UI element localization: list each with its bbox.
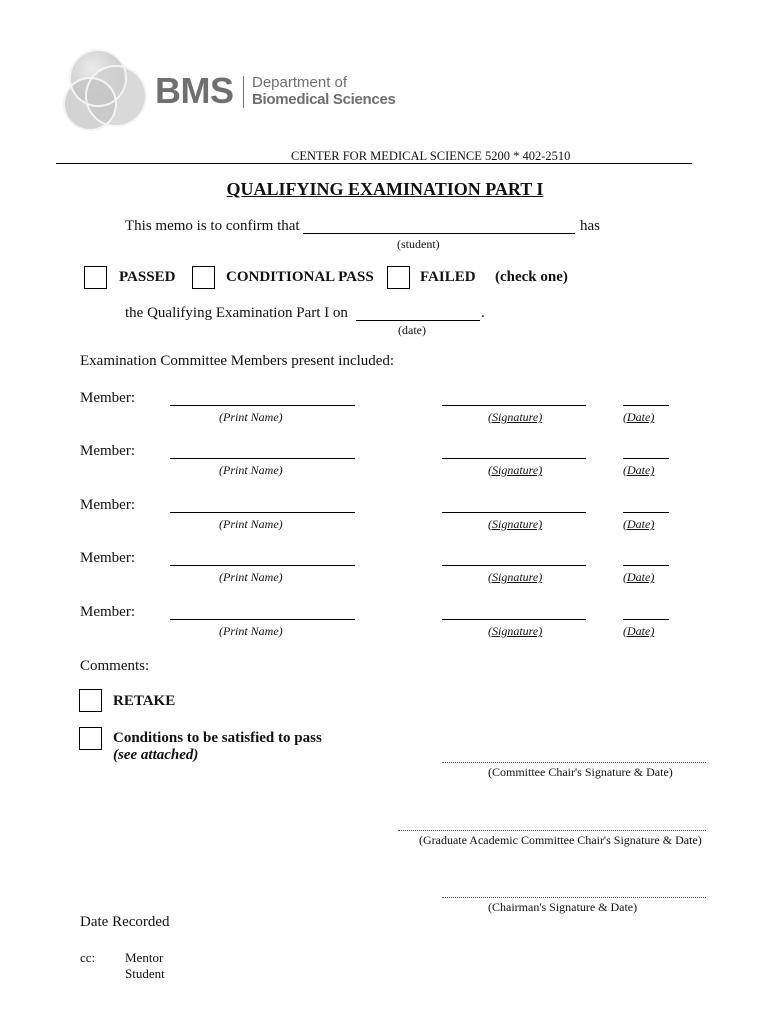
chairman-signature-line[interactable]: [442, 897, 706, 898]
student-caption: (student): [397, 237, 440, 251]
signature-line[interactable]: [442, 565, 586, 566]
memo-prefix: This memo is to confirm that: [125, 218, 300, 234]
logo-divider: [243, 76, 244, 108]
signature-caption: (Signature): [488, 570, 543, 584]
date-caption: (Date): [623, 517, 655, 531]
print-name-caption: (Print Name): [219, 410, 283, 424]
retake-label: RETAKE: [113, 693, 176, 709]
signature-caption: (Signature): [488, 624, 543, 638]
print-name-line[interactable]: [170, 458, 355, 459]
committee-heading: Examination Committee Members present included:: [80, 353, 395, 369]
conditional-pass-checkbox[interactable]: [192, 266, 215, 289]
failed-checkbox[interactable]: [387, 266, 410, 289]
date-line[interactable]: [623, 458, 669, 459]
header-rule: [56, 163, 692, 164]
conditions-checkbox[interactable]: [79, 727, 102, 750]
cc-recipient-student: Student: [125, 966, 165, 981]
passed-checkbox[interactable]: [84, 266, 107, 289]
signature-caption: (Signature): [488, 517, 543, 531]
date-line[interactable]: [623, 512, 669, 513]
print-name-line[interactable]: [170, 619, 355, 620]
member-label: Member:: [80, 497, 135, 513]
date-caption: (Date): [623, 624, 655, 638]
check-one-instruction: (check one): [495, 269, 568, 285]
see-attached-note: (see attached): [113, 747, 199, 763]
failed-label: FAILED: [420, 269, 476, 285]
date-caption: (Date): [623, 463, 655, 477]
signature-caption: (Signature): [488, 410, 543, 424]
retake-checkbox[interactable]: [79, 689, 102, 712]
print-name-caption: (Print Name): [219, 624, 283, 638]
date-caption: (Date): [623, 570, 655, 584]
logo-dept-line1: Department of: [252, 74, 348, 91]
signature-line[interactable]: [442, 458, 586, 459]
comments-label: Comments:: [80, 658, 150, 674]
signature-line[interactable]: [442, 512, 586, 513]
student-name-line[interactable]: [303, 233, 575, 234]
print-name-line[interactable]: [170, 512, 355, 513]
conditional-pass-label: CONDITIONAL PASS: [226, 269, 374, 285]
print-name-line[interactable]: [170, 405, 355, 406]
print-name-caption: (Print Name): [219, 570, 283, 584]
signature-caption: (Signature): [488, 463, 543, 477]
cc-label: cc:: [80, 950, 96, 965]
graduate-chair-caption: (Graduate Academic Committee Chair's Signature & Date): [419, 833, 702, 847]
logo-department: [252, 74, 396, 108]
exam-date-suffix: .: [481, 305, 485, 321]
member-label: Member:: [80, 550, 135, 566]
conditions-label: Conditions to be satisfied to pass: [113, 730, 322, 746]
bms-logo-mark-icon: [58, 48, 150, 134]
member-label: Member:: [80, 443, 135, 459]
cc-recipient-mentor: Mentor: [125, 950, 164, 965]
logo-abbreviation: BMS: [155, 70, 234, 111]
date-recorded-label: Date Recorded: [80, 914, 170, 930]
form-title: QUALIFYING EXAMINATION PART I: [226, 179, 544, 199]
graduate-chair-signature-line[interactable]: [398, 830, 706, 831]
committee-chair-caption: (Committee Chair's Signature & Date): [488, 765, 673, 779]
date-line[interactable]: [623, 565, 669, 566]
signature-line[interactable]: [442, 405, 586, 406]
exam-date-prefix: the Qualifying Examination Part I on: [125, 305, 348, 321]
exam-date-line[interactable]: [356, 320, 480, 321]
center-address-line: CENTER FOR MEDICAL SCIENCE 5200 * 402-2510: [291, 149, 571, 163]
signature-line[interactable]: [442, 619, 586, 620]
member-label: Member:: [80, 390, 135, 406]
memo-suffix: has: [580, 218, 600, 234]
date-caption: (date): [398, 323, 426, 337]
print-name-caption: (Print Name): [219, 517, 283, 531]
print-name-line[interactable]: [170, 565, 355, 566]
member-label: Member:: [80, 604, 135, 620]
logo-dept-line2: Biomedical Sciences: [252, 91, 396, 108]
date-caption: (Date): [623, 410, 655, 424]
date-line[interactable]: [623, 405, 669, 406]
committee-chair-signature-line[interactable]: [442, 762, 706, 763]
print-name-caption: (Print Name): [219, 463, 283, 477]
chairman-caption: (Chairman's Signature & Date): [488, 900, 638, 914]
date-line[interactable]: [623, 619, 669, 620]
passed-label: PASSED: [119, 269, 176, 285]
